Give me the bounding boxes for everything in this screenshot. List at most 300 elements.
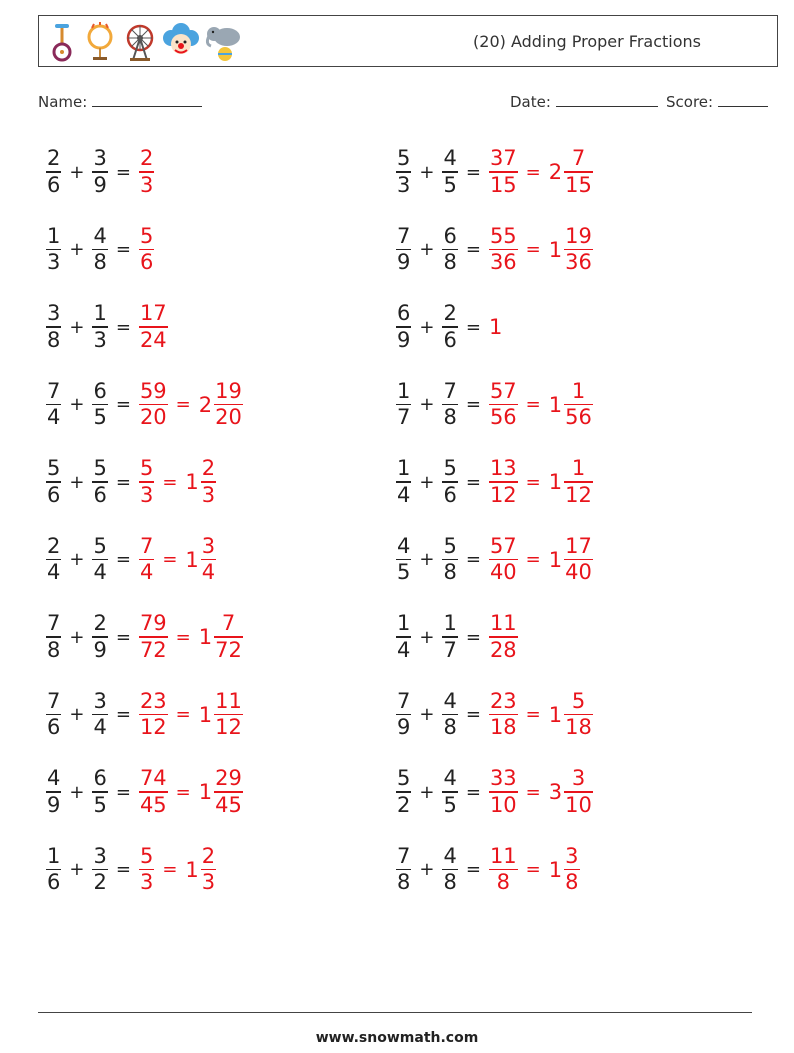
fraction: [46, 146, 61, 198]
equals-sign: =: [115, 161, 131, 183]
mixed-fraction-part: [564, 766, 593, 818]
plus-sign: +: [69, 394, 85, 415]
numerator: 5: [139, 456, 154, 481]
answer-whole: 1: [488, 315, 503, 339]
worksheet-header: [38, 15, 778, 67]
mixed-fraction-part: [564, 456, 593, 508]
plus-sign: +: [69, 549, 85, 570]
numerator: 2: [93, 611, 107, 636]
numerator: 19: [215, 378, 242, 403]
mixed-whole: 2: [548, 160, 563, 184]
denominator: 3: [397, 172, 411, 197]
denominator: 3: [201, 482, 216, 507]
equals-sign: =: [115, 704, 131, 725]
numerator: 17: [565, 533, 592, 558]
denominator: 12: [139, 715, 167, 740]
mixed-fraction-part: [564, 224, 593, 276]
problem-18: [394, 762, 595, 822]
denominator: 9: [47, 792, 61, 817]
denominator: 45: [139, 792, 167, 817]
equals-sign: =: [465, 704, 481, 725]
mixed-fraction-part: [564, 844, 579, 896]
numerator: 11: [215, 688, 242, 713]
denominator: 72: [139, 637, 167, 662]
equals-sign: =: [115, 239, 131, 260]
fraction: [139, 766, 168, 818]
denominator: 18: [489, 715, 517, 740]
fraction: [139, 379, 168, 431]
denominator: 4: [47, 560, 61, 585]
numerator: 7: [397, 843, 411, 868]
mixed-whole: 1: [185, 857, 199, 882]
numerator: 5: [139, 223, 154, 248]
numerator: 2: [201, 843, 216, 868]
numerator: 7: [47, 611, 61, 636]
numerator: 7: [397, 688, 411, 713]
mixed-whole: 1: [548, 857, 563, 882]
mixed-whole: 3: [548, 780, 563, 804]
equals-sign: =: [175, 704, 191, 725]
plus-sign: +: [69, 859, 85, 880]
denominator: 6: [443, 482, 457, 507]
fraction: [46, 844, 61, 896]
fraction: [92, 844, 107, 896]
mixed-fraction-part: [214, 379, 243, 431]
numerator: 1: [397, 378, 411, 403]
denominator: 8: [47, 327, 61, 352]
denominator: 15: [565, 172, 592, 197]
denominator: 8: [443, 560, 457, 585]
denominator: 3: [139, 482, 154, 507]
equals-sign: =: [465, 549, 481, 570]
numerator: 4: [443, 688, 457, 713]
equals-sign: =: [465, 394, 481, 415]
denominator: 36: [565, 250, 592, 275]
plus-sign: +: [69, 781, 85, 803]
numerator: 13: [489, 456, 517, 481]
mixed-fraction-part: [201, 456, 216, 508]
fraction: [139, 534, 154, 586]
problem-17: [44, 762, 245, 822]
equals-sign: =: [465, 239, 481, 260]
plus-sign: +: [419, 161, 435, 183]
problem-10: [394, 452, 595, 512]
problem-15: [44, 685, 245, 745]
denominator: 8: [496, 870, 510, 895]
denominator: 6: [443, 327, 457, 352]
denominator: 8: [565, 870, 579, 895]
worksheet-title: (20) Adding Proper Fractions: [473, 32, 701, 51]
numerator: 5: [397, 766, 411, 791]
denominator: 5: [443, 172, 457, 197]
denominator: 45: [215, 792, 242, 817]
denominator: 4: [397, 637, 411, 662]
fraction: [489, 766, 518, 818]
fraction: [396, 301, 411, 353]
name-field[interactable]: [38, 92, 202, 111]
numerator: 2: [47, 533, 61, 558]
denominator: 18: [565, 715, 592, 740]
denominator: 3: [93, 327, 107, 352]
equals-sign: =: [525, 471, 541, 493]
fraction: [139, 146, 154, 198]
mixed-fraction-part: [201, 534, 216, 586]
score-line: [718, 92, 768, 107]
numerator: 33: [489, 766, 517, 791]
fraction: [396, 534, 411, 586]
denominator: 10: [489, 792, 517, 817]
numerator: 57: [489, 533, 517, 558]
numerator: 3: [565, 843, 579, 868]
problem-20: [394, 840, 582, 900]
fraction: [46, 301, 61, 353]
mixed-fraction-part: [564, 379, 593, 431]
fraction: [489, 689, 518, 741]
fraction: [139, 224, 154, 276]
fraction: [442, 301, 457, 353]
numerator: 17: [139, 301, 167, 326]
numerator: 5: [93, 533, 107, 558]
equals-sign: =: [175, 781, 191, 803]
denominator: 40: [489, 560, 517, 585]
numerator: 5: [397, 146, 411, 171]
fraction: [489, 224, 518, 276]
equals-sign: =: [465, 781, 481, 803]
denominator: 5: [93, 792, 107, 817]
numerator: 7: [139, 533, 154, 558]
numerator: 1: [397, 611, 411, 636]
equals-sign: =: [162, 859, 178, 880]
denominator: 5: [397, 560, 411, 585]
numerator: 1: [571, 378, 586, 403]
numerator: 4: [443, 146, 457, 171]
date-label: Date:: [510, 93, 551, 111]
denominator: 20: [139, 405, 167, 430]
equals-sign: =: [525, 549, 541, 570]
denominator: 56: [489, 405, 517, 430]
numerator: 4: [397, 533, 411, 558]
mixed-fraction-part: [214, 766, 243, 818]
plus-sign: +: [69, 626, 85, 648]
denominator: 10: [565, 792, 592, 817]
problem-19: [44, 840, 218, 900]
plus-sign: +: [419, 781, 435, 803]
fraction: [442, 611, 457, 663]
plus-sign: +: [69, 471, 85, 493]
problem-14: [394, 607, 520, 667]
plus-sign: +: [69, 161, 85, 183]
denominator: 5: [93, 405, 107, 430]
fraction: [46, 379, 61, 431]
denominator: 24: [139, 327, 167, 352]
equals-sign: =: [525, 859, 541, 880]
numerator: 3: [201, 533, 216, 558]
fraction: [46, 766, 61, 818]
numerator: 37: [489, 146, 517, 171]
denominator: 6: [47, 870, 61, 895]
problem-7: [44, 375, 245, 435]
numerator: 4: [443, 843, 457, 868]
numerator: 4: [443, 766, 457, 791]
denominator: 12: [565, 482, 592, 507]
fraction: [396, 146, 411, 198]
fraction: [396, 379, 411, 431]
denominator: 2: [397, 792, 411, 817]
fraction: [489, 146, 518, 198]
equals-sign: =: [525, 394, 541, 415]
equals-sign: =: [162, 549, 178, 570]
fraction: [46, 534, 61, 586]
problem-8: [394, 375, 595, 435]
footer-url: www.snowmath.com: [315, 1030, 479, 1046]
date-line: [556, 92, 658, 107]
fraction: [139, 301, 168, 353]
problem-6: [394, 297, 502, 357]
hoop-icon: [83, 22, 117, 62]
mixed-fraction-part: [201, 844, 216, 896]
problem-13: [44, 607, 245, 667]
date-field[interactable]: [510, 92, 658, 111]
numerator: 5: [443, 533, 457, 558]
equals-sign: =: [115, 626, 131, 648]
fraction: [489, 379, 518, 431]
fraction: [92, 456, 107, 508]
fraction: [442, 379, 457, 431]
equals-sign: =: [162, 471, 178, 493]
numerator: 7: [221, 611, 236, 636]
equals-sign: =: [115, 394, 131, 415]
plus-sign: +: [419, 394, 435, 415]
denominator: 6: [139, 250, 154, 275]
denominator: 20: [215, 405, 242, 430]
name-label: Name:: [38, 93, 88, 111]
equals-sign: =: [175, 626, 191, 648]
numerator: 3: [571, 766, 586, 791]
plus-sign: +: [419, 316, 435, 338]
fraction: [489, 534, 518, 586]
fraction: [396, 611, 411, 663]
numerator: 74: [139, 766, 167, 791]
mixed-fraction-part: [564, 534, 593, 586]
fraction: [396, 766, 411, 818]
denominator: 9: [93, 172, 107, 197]
mixed-whole: 1: [548, 470, 563, 494]
numerator: 1: [93, 301, 107, 326]
denominator: 6: [47, 715, 61, 740]
equals-sign: =: [115, 781, 131, 803]
fraction: [46, 224, 61, 276]
equals-sign: =: [525, 239, 541, 260]
numerator: 3: [93, 688, 107, 713]
denominator: 6: [47, 172, 61, 197]
problem-2: [394, 142, 595, 202]
numerator: 2: [201, 456, 216, 481]
fraction: [92, 301, 107, 353]
fraction: [442, 456, 457, 508]
problem-1: [44, 142, 156, 202]
denominator: 36: [489, 250, 517, 275]
numerator: 55: [489, 223, 517, 248]
denominator: 7: [397, 405, 411, 430]
mixed-whole: 2: [198, 392, 213, 417]
denominator: 5: [443, 792, 457, 817]
plus-sign: +: [419, 626, 435, 648]
mixed-whole: 1: [198, 702, 213, 727]
denominator: 28: [489, 637, 517, 662]
fraction: [46, 689, 61, 741]
plus-sign: +: [419, 471, 435, 493]
mixed-whole: 1: [548, 547, 563, 572]
denominator: 4: [139, 560, 154, 585]
equals-sign: =: [115, 316, 131, 338]
denominator: 4: [93, 560, 107, 585]
denominator: 4: [47, 405, 61, 430]
mixed-whole: 1: [548, 237, 563, 262]
denominator: 56: [565, 405, 592, 430]
denominator: 3: [201, 870, 216, 895]
numerator: 3: [93, 843, 107, 868]
fraction: [396, 689, 411, 741]
header-icons: [47, 22, 245, 62]
equals-sign: =: [465, 471, 481, 493]
denominator: 8: [443, 250, 457, 275]
denominator: 40: [565, 560, 592, 585]
fraction: [139, 611, 168, 663]
denominator: 3: [139, 172, 154, 197]
name-line: [92, 92, 202, 107]
fraction: [46, 456, 61, 508]
denominator: 8: [93, 250, 107, 275]
denominator: 6: [47, 482, 61, 507]
numerator: 1: [47, 843, 61, 868]
unicycle-icon: [47, 22, 77, 62]
mixed-whole: 1: [185, 547, 199, 572]
problem-11: [44, 530, 218, 590]
fraction: [442, 146, 457, 198]
fraction: [92, 766, 107, 818]
numerator: 2: [139, 146, 154, 171]
denominator: 9: [93, 637, 107, 662]
numerator: 1: [397, 456, 411, 481]
fraction: [92, 611, 107, 663]
fraction: [489, 456, 518, 508]
numerator: 6: [93, 378, 107, 403]
numerator: 1: [571, 456, 586, 481]
numerator: 4: [93, 223, 107, 248]
problem-9: [44, 452, 218, 512]
plus-sign: +: [69, 704, 85, 725]
denominator: 8: [443, 405, 457, 430]
fraction: [92, 224, 107, 276]
numerator: 3: [93, 146, 107, 171]
equals-sign: =: [115, 471, 131, 493]
denominator: 3: [47, 250, 61, 275]
denominator: 8: [397, 870, 411, 895]
problem-5: [44, 297, 170, 357]
mixed-whole: 1: [548, 702, 563, 727]
equals-sign: =: [525, 161, 541, 183]
plus-sign: +: [419, 549, 435, 570]
ferris-wheel-icon: [123, 22, 157, 62]
numerator: 1: [47, 223, 61, 248]
equals-sign: =: [115, 859, 131, 880]
equals-sign: =: [115, 549, 131, 570]
fraction: [46, 611, 61, 663]
fraction: [396, 224, 411, 276]
numerator: 4: [47, 766, 61, 791]
numerator: 29: [215, 766, 242, 791]
equals-sign: =: [465, 859, 481, 880]
mixed-whole: 1: [548, 392, 563, 417]
numerator: 6: [397, 301, 411, 326]
footer-divider: [38, 1012, 752, 1013]
denominator: 6: [93, 482, 107, 507]
problem-3: [44, 220, 156, 280]
denominator: 8: [443, 870, 457, 895]
equals-sign: =: [175, 394, 191, 415]
fraction: [396, 844, 411, 896]
fraction: [92, 534, 107, 586]
plus-sign: +: [69, 239, 85, 260]
numerator: 57: [489, 378, 517, 403]
mixed-whole: 1: [198, 625, 213, 649]
problem-4: [394, 220, 595, 280]
numerator: 5: [139, 843, 154, 868]
plus-sign: +: [419, 239, 435, 260]
equals-sign: =: [525, 704, 541, 725]
numerator: 11: [489, 843, 517, 868]
fraction: [92, 379, 107, 431]
numerator: 2: [47, 146, 61, 171]
numerator: 7: [47, 688, 61, 713]
mixed-whole: 1: [185, 470, 199, 494]
problem-12: [394, 530, 595, 590]
mixed-fraction-part: [214, 611, 243, 663]
equals-sign: =: [465, 626, 481, 648]
numerator: 5: [47, 456, 61, 481]
numerator: 11: [489, 611, 517, 636]
fraction: [489, 844, 518, 896]
numerator: 59: [139, 378, 167, 403]
denominator: 8: [47, 637, 61, 662]
fraction: [442, 534, 457, 586]
mixed-fraction-part: [564, 689, 593, 741]
equals-sign: =: [465, 316, 481, 338]
denominator: 2: [93, 870, 107, 895]
fraction: [92, 146, 107, 198]
denominator: 9: [397, 250, 411, 275]
score-field[interactable]: [666, 92, 768, 111]
numerator: 1: [443, 611, 457, 636]
fraction: [442, 766, 457, 818]
denominator: 7: [443, 637, 457, 662]
denominator: 4: [397, 482, 411, 507]
numerator: 23: [139, 688, 167, 713]
numerator: 7: [47, 378, 61, 403]
fraction: [139, 844, 154, 896]
numerator: 3: [47, 301, 61, 326]
fraction: [442, 689, 457, 741]
equals-sign: =: [465, 161, 481, 183]
fraction: [139, 689, 168, 741]
denominator: 9: [397, 715, 411, 740]
numerator: 7: [571, 146, 586, 171]
denominator: 3: [139, 870, 154, 895]
denominator: 8: [443, 715, 457, 740]
numerator: 5: [93, 456, 107, 481]
denominator: 9: [397, 327, 411, 352]
equals-sign: =: [525, 781, 541, 803]
